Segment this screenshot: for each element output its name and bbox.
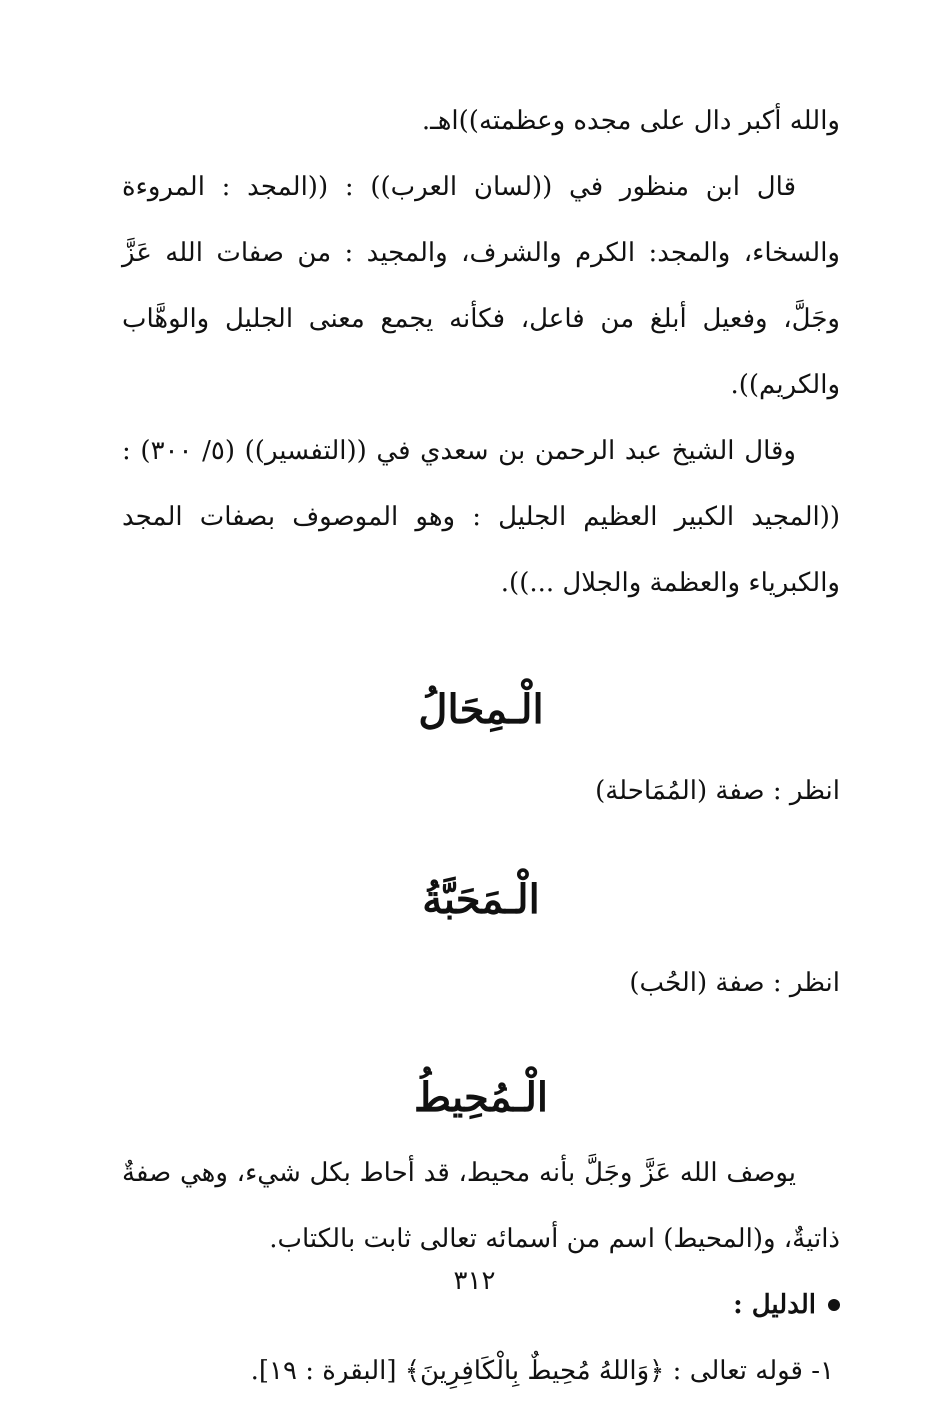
paragraph-muhit-description: يوصف الله عَزَّ وجَلَّ بأنه محيط، قد أحاط بكل شيء، وهي صفةٌ ذاتيةٌ، و(المحيط) اسم من أسمائه تعالى ثابت بالكتاب. <box>122 1158 840 1254</box>
paragraph-saadi: وقال الشيخ عبد الرحمن بن سعدي في ((التفسير)) (٥/ ٣٠٠) : ((المجيد الكبير العظيم الجليل : وهو الموصوف بصفات المجد والكبرياء والعظمة والجلال ...)). <box>122 436 840 598</box>
heading-al-mihal: الْـمِحَالُ <box>418 686 544 733</box>
heading-al-muhit: الْـمُحِيطُ <box>413 1074 548 1121</box>
intro-line: والله أكبر دال على مجده وعظمته))اهـ. <box>421 106 840 136</box>
heading-al-mahabba: الْـمَحَبَّةُ <box>422 876 540 923</box>
see-also-hubb: انظر : صفة (الحُب) <box>629 968 840 998</box>
see-also-mumahala: انظر : صفة (المُمَاحلة) <box>595 776 840 806</box>
paragraph-ibn-manzur: قال ابن منظور في ((لسان العرب)) : ((المجد : المروءة والسخاء، والمجد: الكرم والشرف، والمجيد : من صفات الله عَزَّ وجَلَّ، وفعيل أبلغ من فاعل، فكأنه يجمع معنى الجليل والوهَّاب والكريم)). <box>122 172 840 400</box>
evidence-heading-label: الدليل : <box>733 1290 816 1320</box>
book-page <box>122 88 840 1386</box>
bullet-icon <box>828 1299 840 1311</box>
evidence-item-1: ١- قوله تعالى : ﴿وَاللهُ مُحِيطٌ بِالْكَافِرِينَ﴾ [البقرة : ١٩]. <box>250 1356 834 1386</box>
page-number: ٣١٢ <box>453 1266 496 1296</box>
